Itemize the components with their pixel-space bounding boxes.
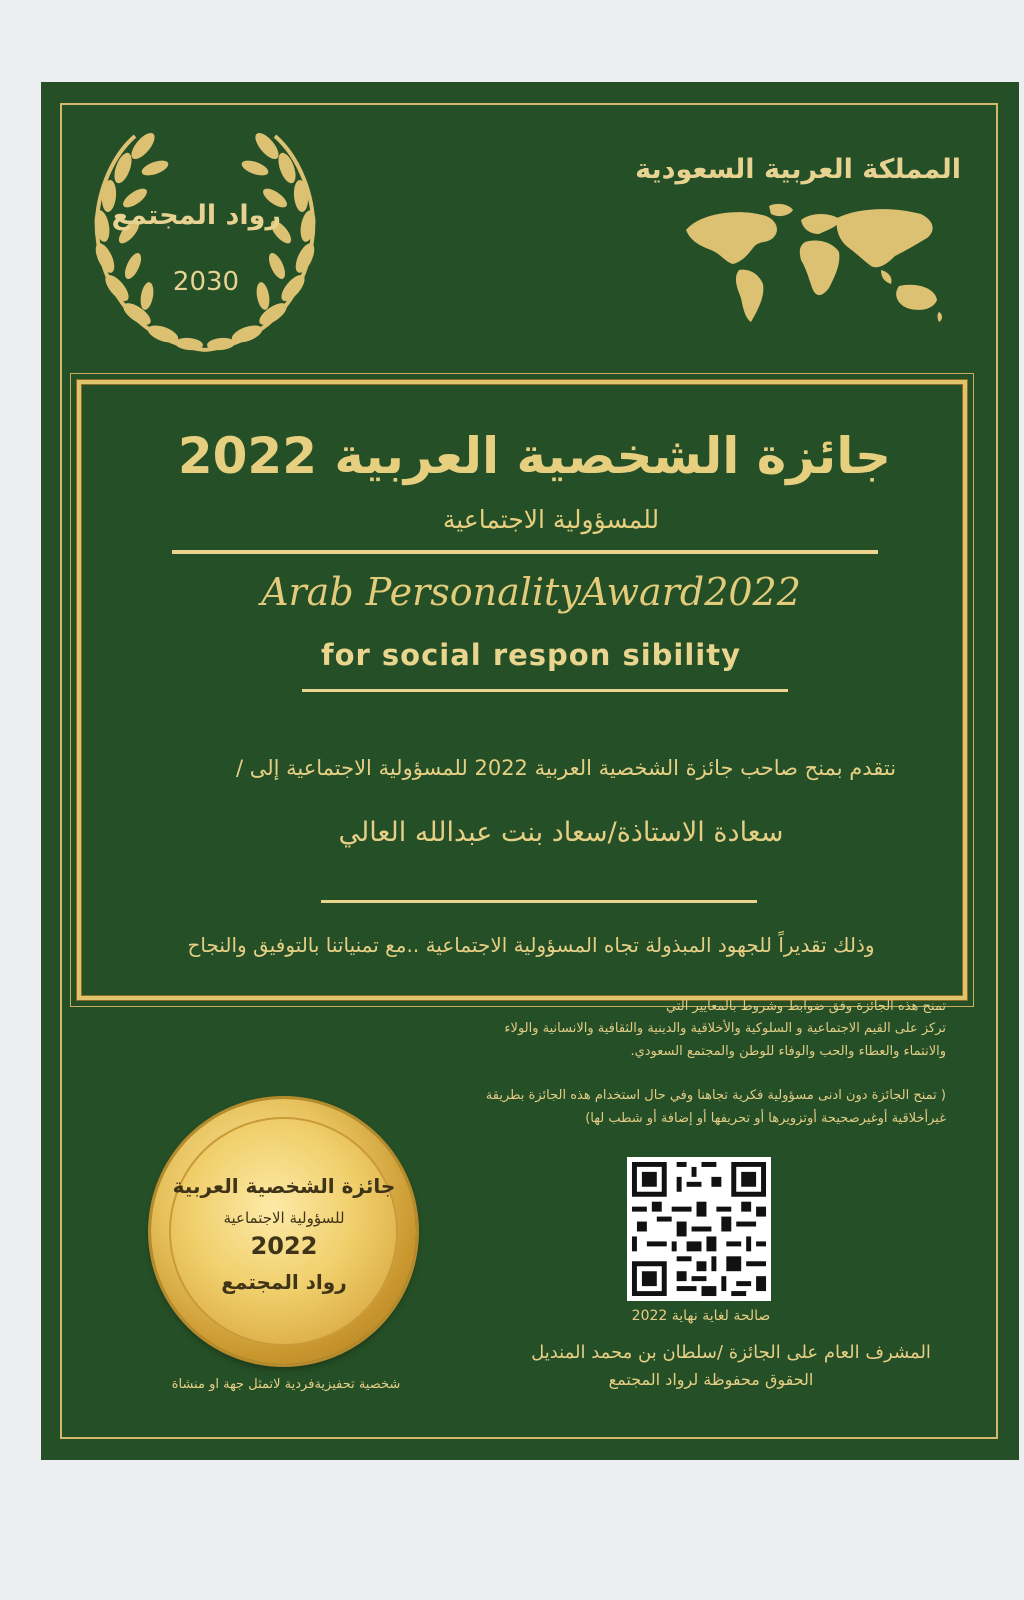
award-subtitle-english: for social respon sibility — [320, 638, 742, 672]
recipient-name: سعادة الاستاذة/سعاد بنت عبدالله العالي — [338, 817, 784, 848]
closing-text: وذلك تقديراً للجهود المبذولة تجاه المسؤولية الاجتماعية ..مع تمنياتنا بالتوفيق والنجاح — [187, 933, 875, 957]
disclaimer-line: غيرأخلاقية أوغيرصحيحة أوتزويرها أو تحريفها أو إضافة أو شطب لها) — [585, 1111, 946, 1126]
country-name: المملكة العربية السعودية — [635, 154, 961, 185]
award-title-arabic: جائزة الشخصية العربية 2022 — [177, 427, 891, 485]
certificate — [41, 82, 1019, 1460]
supervisor-text: المشرف العام على الجائزة /سلطان بن محمد المنديل — [531, 1342, 931, 1363]
terms-line: والانتماء والعطاء والحب والوفاء للوطن والمجتمع السعودي. — [630, 1044, 946, 1059]
award-subtitle-arabic: للمسؤولية الاجتماعية — [442, 505, 660, 534]
award-title-english: Arab PersonalityAward2022 — [261, 570, 801, 614]
intro-text: نتقدم بمنح صاحب جائزة الشخصية العربية 2022 للمسؤولية الاجتماعية إلى / — [235, 756, 897, 780]
medal-caption: شخصية تحفيزيةفردية لاتمثل جهة او منشاة — [171, 1377, 401, 1392]
divider-line — [302, 689, 788, 692]
qr-code-icon[interactable] — [627, 1157, 771, 1301]
medal-text-title: جائزة الشخصية العربية — [172, 1174, 396, 1198]
signature-line — [321, 900, 757, 903]
emblem-title: رواد المجتمع — [111, 200, 281, 231]
terms-line: تركز على القيم الاجتماعية و السلوكية والأخلاقية والدينية والثقافية والانسانية والولاء — [504, 1021, 946, 1036]
emblem-year: 2030 — [172, 267, 240, 297]
world-map-icon — [681, 200, 951, 330]
divider-line — [172, 550, 878, 554]
medal-text-org: رواد المجتمع — [221, 1270, 347, 1294]
disclaimer-line: ( تمنح الجائزة دون ادنى مسؤولية فكرية تجاهنا وفي حال استخدام هذه الجائزة بطريقة — [485, 1088, 946, 1103]
rights-text: الحقوق محفوظة لرواد المجتمع — [608, 1370, 814, 1389]
medal-text-year: 2022 — [250, 1232, 318, 1260]
laurel-wreath-icon — [85, 128, 325, 358]
validity-text: صالحة لغاية نهاية 2022 — [631, 1308, 771, 1324]
terms-line: تمنح هذه الجائزة وفق ضوابط وشروط بالمعايير التي — [665, 999, 946, 1014]
medal-text-subtitle: للسؤولية الاجتماعية — [223, 1209, 345, 1227]
